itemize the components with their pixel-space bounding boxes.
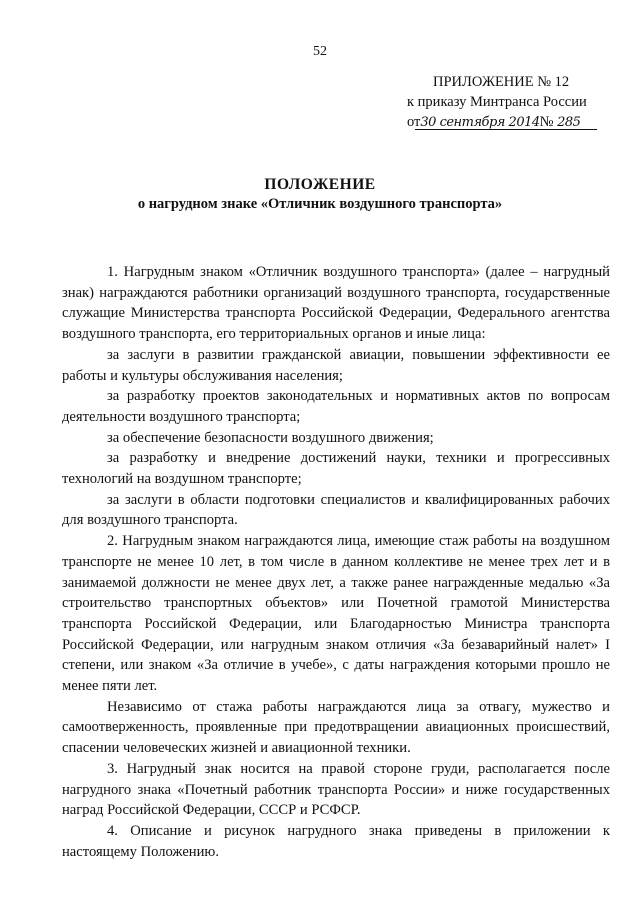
paragraph: за разработку проектов законодательных и нормативных актов по вопросам деятельности воздушного транспорта; <box>62 388 610 425</box>
paragraph: 2. Нагрудным знаком награждаются лица, имеющие стаж работы на воздушном транспорте не менее 10 лет, в том числе в данном коллективе не менее трех лет и в занимаемой должности не менее двух лет, а также ранее награжденные медалью «За строительство транспортных объектов» или Почетной грамотой Министерства транспорта Российской Федерации, или Благодарностью Министра транспорта Российской Федерации, или нагрудным знаком отличия «За безаварийный налет» I степени, или знаком «За отличие в учебе», с даты награждения которыми прошло не менее пяти лет. <box>62 533 610 695</box>
paragraph: 1. Нагрудным знаком «Отличник воздушного транспорта» (далее – нагрудный знак) награждаются работники организаций воздушного транспорта, государственные служащие Министерства транспорта Российской Федерации, Федерального агентства воздушного транспорта, его территориальных органов и иные лица: <box>62 264 610 343</box>
paragraph: за заслуги в области подготовки специалистов и квалифицированных рабочих для воздушного транспорта. <box>62 491 610 529</box>
annex-header <box>407 72 627 133</box>
paragraph: 4. Описание и рисунок нагрудного знака приведены в приложении к настоящему Положению. <box>62 822 610 860</box>
annex-number-label: № <box>539 114 554 130</box>
annex-handwritten-date: 30 сентября 2014 <box>420 115 540 130</box>
paragraph: за заслуги в развитии гражданской авиации, повышении эффективности ее работы и культуры обслуживания населения; <box>62 346 610 384</box>
annex-date-line <box>407 112 627 133</box>
document-subtitle: о нагрудном знаке «Отличник воздушного транспорта» <box>137 196 503 212</box>
paragraph: Независимо от стажа работы награждаются лица за отвагу, мужество и самоотверженность, проявленные при предотвращении авиационных происшествий, спасении человеческих жизней и авиационной техники. <box>62 698 610 757</box>
page-number: 52 <box>313 44 327 59</box>
annex-order-reference: к приказу Минтранса России <box>407 94 587 110</box>
paragraph: 3. Нагрудный знак носится на правой стороне груди, располагается после нагрудного знака «Почетный работник транспорта России» и ниже государственных наград Российской Федерации, СССР и РСФСР. <box>62 760 610 819</box>
document-body <box>62 262 610 862</box>
annex-number: ПРИЛОЖЕНИЕ № 12 <box>433 74 570 90</box>
document-title: ПОЛОЖЕНИЕ <box>264 176 376 193</box>
paragraph: за обеспечение безопасности воздушного движения; <box>107 429 434 446</box>
annex-underline <box>415 129 597 130</box>
annex-from-label: от <box>407 114 421 130</box>
paragraph: за разработку и внедрение достижений науки, техники и прогрессивных технологий на воздушном транспорте; <box>62 450 610 488</box>
annex-handwritten-number: 285 <box>557 115 581 130</box>
